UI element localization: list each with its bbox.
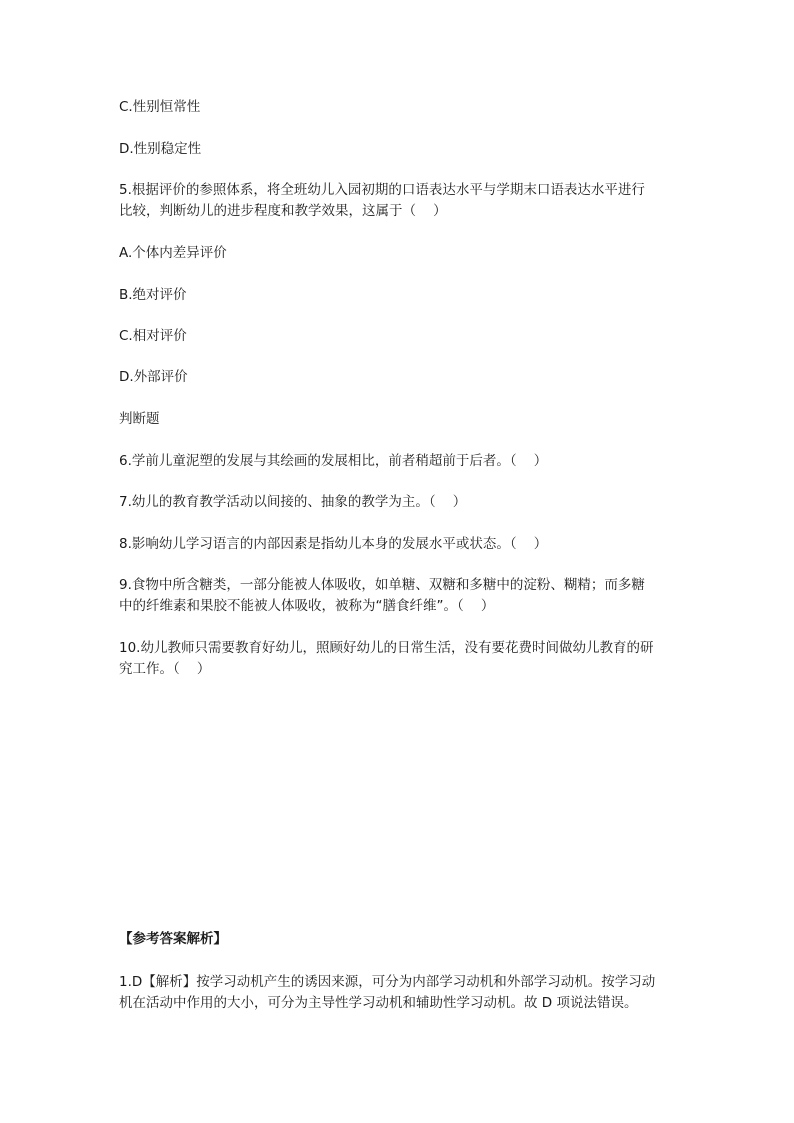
q10-line1: 10.幼儿教师只需要教育好幼儿，照顾好幼儿的日常生活，没有要花费时间做幼儿教育的研 (119, 640, 654, 656)
answer-1-line1: 1.D【解析】按学习动机产生的诱因来源，可分为内部学习动机和外部学习动机。按学习动 (119, 974, 656, 990)
q5-option-c: C.相对评价 (119, 328, 187, 344)
q6: 6.学前儿童泥塑的发展与其绘画的发展相比，前者稍超前于后者。（ ） (119, 453, 548, 469)
q9-line2: 中的纤维素和果胶不能被人体吸收，被称为“膳食纤维”。（ ） (119, 598, 495, 614)
q4-option-d: D.性别稳定性 (119, 141, 202, 157)
q4-option-c: C.性别恒常性 (119, 99, 201, 115)
q5-stem-line1: 5.根据评价的参照体系，将全班幼儿入园初期的口语表达水平与学期末口语表达水平进行 (119, 182, 645, 198)
answer-section-heading: 【参考答案解析】 (119, 931, 227, 947)
q9-line1: 9.食物中所含糖类，一部分能被人体吸收，如单糖、双糖和多糖中的淀粉、糊精；而多糖 (119, 577, 645, 593)
answer-1-line2: 机在活动中作用的大小，可分为主导性学习动机和辅助性学习动机。故 D 项说法错误。 (119, 995, 638, 1011)
section-heading-judgement: 判断题 (119, 411, 160, 427)
q8: 8.影响幼儿学习语言的内部因素是指幼儿本身的发展水平或状态。（ ） (119, 536, 548, 552)
q7: 7.幼儿的教育教学活动以间接的、抽象的教学为主。（ ） (119, 494, 467, 510)
q5-option-b: B.绝对评价 (119, 287, 187, 303)
q5-option-d: D.外部评价 (119, 369, 188, 385)
q5-option-a: A.个体内差异评价 (119, 245, 227, 261)
q10-line2: 究工作。（ ） (119, 661, 211, 677)
q5-stem-line2: 比较，判断幼儿的进步程度和教学效果，这属于（ ） (119, 203, 447, 219)
